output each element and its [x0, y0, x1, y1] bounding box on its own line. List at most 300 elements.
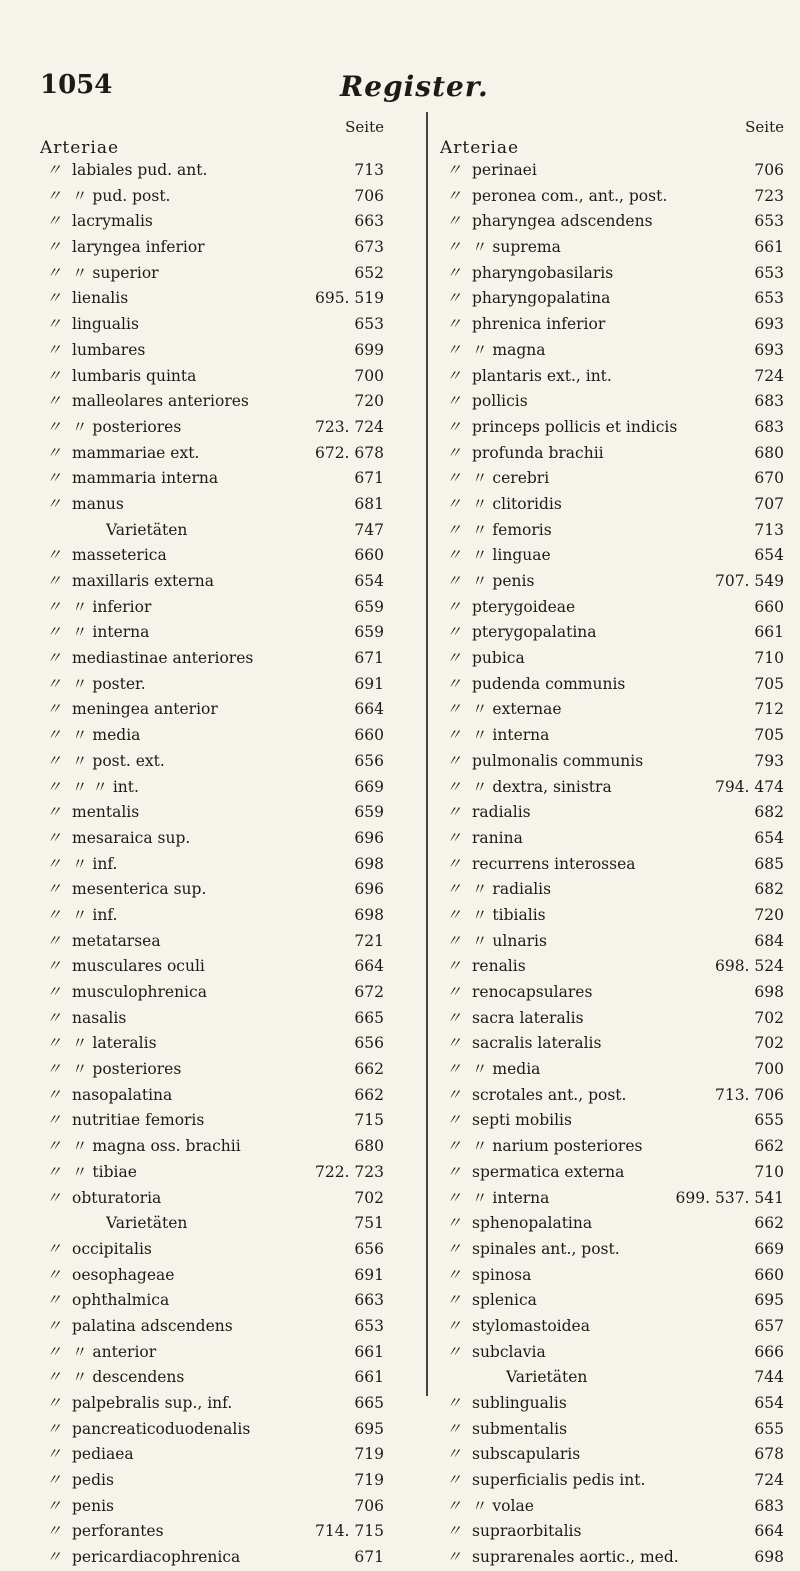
index-entry [440, 158, 790, 184]
ditto-mark: 〃 [46, 186, 62, 205]
entry-term: Varietäten [106, 1214, 188, 1233]
index-entry [40, 441, 390, 467]
ditto-mark: 〃 [46, 1368, 62, 1387]
entry-term: 〃 dextra, sinistra [472, 777, 612, 796]
entry-term: 〃 tibialis [472, 905, 546, 924]
index-entry [440, 1519, 790, 1545]
index-entry [440, 1006, 790, 1032]
index-entry [40, 389, 390, 415]
entry-term: renalis [472, 957, 526, 976]
ditto-mark: 〃 [446, 1188, 462, 1207]
index-entry [40, 235, 390, 261]
entry-page-ref: 720 [354, 392, 384, 411]
ditto-mark: 〃 [446, 597, 462, 616]
index-entry [40, 697, 390, 723]
index-entry [40, 1083, 390, 1109]
entry-term: obturatoria [72, 1188, 162, 1207]
ditto-mark: 〃 [46, 315, 62, 334]
index-entry [40, 158, 390, 184]
ditto-mark: 〃 [46, 1085, 62, 1104]
index-entry [40, 492, 390, 518]
index-entry [40, 1391, 390, 1417]
index-entry [40, 286, 390, 312]
ditto-mark: 〃 [46, 1496, 62, 1515]
entry-term: pharyngobasilaris [472, 263, 614, 282]
index-entry [440, 1365, 790, 1391]
entry-term: musculares oculi [72, 957, 205, 976]
entry-term: lingualis [72, 315, 139, 334]
ditto-mark: 〃 [446, 1008, 462, 1027]
entry-page-ref: 683 [754, 1496, 784, 1515]
entry-page-ref: 706 [354, 1496, 384, 1515]
index-entry [440, 1314, 790, 1340]
index-entry [440, 1340, 790, 1366]
entry-page-ref: 666 [754, 1342, 784, 1361]
entry-page-ref: 710 [754, 649, 784, 668]
entry-page-ref: 662 [754, 1214, 784, 1233]
entry-page-ref: 695 [354, 1419, 384, 1438]
ditto-mark: 〃 [46, 443, 62, 462]
entry-page-ref: 671 [354, 1548, 384, 1567]
entry-page-ref: 653 [754, 263, 784, 282]
entry-term: lacrymalis [72, 212, 153, 231]
entry-page-ref: 663 [354, 1291, 384, 1310]
index-entry [440, 723, 790, 749]
entry-term: lumbaris quinta [72, 366, 197, 385]
entry-term: pudenda communis [472, 674, 626, 693]
entry-term: sphenopalatina [472, 1214, 593, 1233]
entry-term: 〃 clitoridis [472, 494, 562, 513]
index-entry [440, 184, 790, 210]
index-entry [440, 980, 790, 1006]
index-entry [40, 646, 390, 672]
entry-term: 〃 volae [472, 1496, 534, 1515]
entry-term: mesaraica sup. [72, 828, 191, 847]
index-entry [440, 1494, 790, 1520]
entry-term: plantaris ext., int. [472, 366, 612, 385]
entry-term: 〃 narium posteriores [472, 1137, 643, 1156]
ditto-mark: 〃 [446, 289, 462, 308]
entry-term: nutritiae femoris [72, 1111, 205, 1130]
entry-term: 〃 suprema [472, 238, 561, 257]
entry-page-ref: 714. 715 [314, 1522, 384, 1541]
ditto-mark: 〃 [446, 1137, 462, 1156]
entry-term: pharyngopalatina [472, 289, 611, 308]
ditto-mark: 〃 [46, 212, 62, 231]
ditto-mark: 〃 [46, 726, 62, 745]
ditto-mark: 〃 [46, 1034, 62, 1053]
ditto-mark: 〃 [446, 649, 462, 668]
index-entry [440, 800, 790, 826]
ditto-mark: 〃 [446, 1291, 462, 1310]
entry-term: septi mobilis [472, 1111, 572, 1130]
entry-page-ref: 719 [354, 1471, 384, 1490]
ditto-mark: 〃 [46, 674, 62, 693]
index-entry [40, 620, 390, 646]
entry-term: 〃 radialis [472, 880, 552, 899]
entry-term: occipitalis [72, 1239, 152, 1258]
entry-term: ophthalmica [72, 1291, 170, 1310]
entry-term: pharyngea adscendens [472, 212, 653, 231]
entry-term: masseterica [72, 546, 167, 565]
entry-page-ref: 654 [754, 1394, 784, 1412]
index-entry [440, 1083, 790, 1109]
right-column [440, 118, 790, 1571]
ditto-mark: 〃 [46, 1060, 62, 1079]
entry-term: recurrens interossea [472, 854, 636, 873]
entry-page-ref: 794. 474 [714, 777, 784, 796]
index-entry [40, 1006, 390, 1032]
ditto-mark: 〃 [46, 700, 62, 719]
entry-term: 〃 pud. post. [72, 186, 171, 205]
ditto-mark: 〃 [446, 1162, 462, 1181]
index-entry [440, 364, 790, 390]
entry-page-ref: 683 [754, 392, 784, 411]
entry-page-ref: 656 [354, 1239, 384, 1258]
entry-page-ref: 691 [354, 1265, 384, 1284]
entry-page-ref: 698 [354, 854, 384, 873]
ditto-mark: 〃 [46, 1188, 62, 1207]
ditto-mark: 〃 [446, 520, 462, 539]
entry-page-ref: 706 [754, 161, 784, 179]
entry-page-ref: 751 [354, 1214, 384, 1233]
entry-page-ref: 723. 724 [314, 417, 384, 436]
ditto-mark: 〃 [46, 1342, 62, 1361]
entry-page-ref: 695. 519 [314, 289, 384, 308]
ditto-mark: 〃 [46, 1419, 62, 1438]
entry-page-ref: 744 [754, 1368, 784, 1387]
ditto-mark: 〃 [446, 777, 462, 796]
index-entry [440, 466, 790, 492]
entry-page-ref: 696 [354, 828, 384, 847]
entry-page-ref: 700 [754, 1060, 784, 1079]
index-entry [440, 595, 790, 621]
ditto-mark: 〃 [46, 392, 62, 411]
ditto-mark: 〃 [46, 1471, 62, 1490]
entry-term: sacra lateralis [472, 1008, 584, 1027]
entry-term: 〃 anterior [72, 1342, 157, 1361]
index-entry [40, 595, 390, 621]
index-entry [40, 877, 390, 903]
ditto-mark: 〃 [446, 263, 462, 282]
index-entry [440, 1057, 790, 1083]
index-entry [40, 1186, 390, 1212]
index-entry [440, 389, 790, 415]
entry-term: lienalis [72, 289, 129, 308]
ditto-mark: 〃 [446, 1445, 462, 1464]
index-entry [440, 1263, 790, 1289]
entry-page-ref: 653 [354, 1316, 384, 1335]
ditto-mark: 〃 [46, 469, 62, 488]
entry-term: musculophrenica [72, 983, 207, 1001]
index-entry [440, 1031, 790, 1057]
entry-page-ref: 715 [354, 1111, 384, 1130]
ditto-mark: 〃 [46, 777, 62, 796]
entry-page-ref: 680 [354, 1137, 384, 1156]
ditto-mark: 〃 [446, 1342, 462, 1361]
entry-term: 〃 lateralis [72, 1034, 157, 1053]
entry-page-ref: 653 [754, 212, 784, 231]
ditto-mark: 〃 [46, 828, 62, 847]
entry-page-ref: 702 [754, 1034, 784, 1053]
left-column [40, 118, 390, 1571]
index-entry [40, 1314, 390, 1340]
ditto-mark: 〃 [446, 340, 462, 359]
entry-term: submentalis [472, 1419, 568, 1438]
ditto-mark: 〃 [446, 726, 462, 745]
entry-term: mesenterica sup. [72, 880, 207, 899]
ditto-mark: 〃 [446, 1394, 462, 1412]
ditto-mark: 〃 [446, 1419, 462, 1438]
ditto-mark: 〃 [46, 572, 62, 590]
ditto-mark: 〃 [446, 1085, 462, 1104]
ditto-mark: 〃 [446, 880, 462, 899]
ditto-mark: 〃 [46, 340, 62, 359]
ditto-mark: 〃 [446, 238, 462, 257]
ditto-mark: 〃 [46, 1316, 62, 1335]
index-entry [40, 518, 390, 544]
index-entry [40, 569, 390, 595]
entry-page-ref: 662 [354, 1060, 384, 1079]
entry-page-ref: 664 [754, 1522, 784, 1541]
entry-page-ref: 655 [754, 1419, 784, 1438]
ditto-mark: 〃 [46, 931, 62, 950]
group-heading: Arteriae [440, 138, 520, 158]
ditto-mark: 〃 [46, 238, 62, 257]
entry-term: mediastinae anteriores [72, 649, 254, 668]
entry-term: suprarenales aortic., med. [472, 1548, 679, 1567]
entry-term: perforantes [72, 1522, 164, 1541]
index-entry [40, 1494, 390, 1520]
ditto-mark: 〃 [446, 186, 462, 205]
entry-term: 〃 posteriores [72, 417, 182, 436]
ditto-mark: 〃 [46, 854, 62, 873]
entry-page-ref: 660 [754, 1265, 784, 1284]
entry-term: profunda brachii [472, 443, 604, 462]
ditto-mark: 〃 [446, 161, 462, 179]
entry-term: 〃 inferior [72, 597, 152, 616]
entry-page-ref: 659 [354, 803, 384, 822]
ditto-mark: 〃 [46, 623, 62, 642]
index-entry [440, 646, 790, 672]
ditto-mark: 〃 [446, 1060, 462, 1079]
entry-page-ref: 670 [754, 469, 784, 488]
index-entry [440, 441, 790, 467]
entry-term: 〃 interna [472, 1188, 550, 1207]
entry-term: 〃 poster. [72, 674, 146, 693]
index-entry [440, 415, 790, 441]
entry-page-ref: 705 [754, 674, 784, 693]
entry-page-ref: 724 [754, 366, 784, 385]
entry-term: renocapsulares [472, 983, 593, 1001]
entry-page-ref: 747 [354, 520, 384, 539]
ditto-mark: 〃 [46, 803, 62, 822]
index-entry [40, 672, 390, 698]
entry-page-ref: 662 [354, 1085, 384, 1104]
entry-term: phrenica inferior [472, 315, 606, 334]
entry-page-ref: 713 [354, 161, 384, 179]
entry-page-ref: 662 [754, 1137, 784, 1156]
ditto-mark: 〃 [46, 1394, 62, 1412]
index-entry [440, 877, 790, 903]
index-entry [40, 364, 390, 390]
entry-page-ref: 661 [354, 1342, 384, 1361]
entry-page-ref: 705 [754, 726, 784, 745]
entry-page-ref: 656 [354, 1034, 384, 1053]
ditto-mark: 〃 [446, 1316, 462, 1335]
ditto-mark: 〃 [446, 854, 462, 873]
ditto-mark: 〃 [446, 1522, 462, 1541]
ditto-mark: 〃 [446, 700, 462, 719]
ditto-mark: 〃 [446, 983, 462, 1001]
ditto-mark: 〃 [446, 905, 462, 924]
index-entry [440, 543, 790, 569]
index-entry [40, 723, 390, 749]
entry-page-ref: 724 [754, 1471, 784, 1490]
ditto-mark: 〃 [46, 1239, 62, 1258]
entry-page-ref: 659 [354, 623, 384, 642]
index-entry [40, 1417, 390, 1443]
entry-term: 〃 〃 int. [72, 777, 139, 796]
entry-term: 〃 inf. [72, 905, 118, 924]
entry-page-ref: 712 [754, 700, 784, 719]
ditto-mark: 〃 [46, 546, 62, 565]
ditto-mark: 〃 [446, 1034, 462, 1053]
entry-term: subclavia [472, 1342, 546, 1361]
entry-term: pedis [72, 1471, 114, 1490]
entry-term: pulmonalis communis [472, 751, 644, 770]
entry-page-ref: 653 [354, 315, 384, 334]
ditto-mark: 〃 [446, 546, 462, 565]
entry-page-ref: 683 [754, 417, 784, 436]
entry-term: pterygopalatina [472, 623, 597, 642]
entry-term: radialis [472, 803, 531, 822]
index-entry [40, 1108, 390, 1134]
ditto-mark: 〃 [46, 905, 62, 924]
entry-term: mammaria interna [72, 469, 219, 488]
entry-page-ref: 698 [754, 1548, 784, 1567]
entry-page-ref: 652 [354, 263, 384, 282]
entry-page-ref: 698. 524 [714, 957, 784, 976]
ditto-mark: 〃 [446, 1265, 462, 1284]
index-entry [440, 1211, 790, 1237]
index-entry [40, 543, 390, 569]
ditto-mark: 〃 [46, 366, 62, 385]
index-entry [40, 929, 390, 955]
entry-page-ref: 698 [354, 905, 384, 924]
index-entry [40, 852, 390, 878]
entry-page-ref: 665 [354, 1008, 384, 1027]
entry-term: 〃 femoris [472, 520, 552, 539]
index-entry [440, 492, 790, 518]
index-entry [40, 1442, 390, 1468]
index-entry [40, 775, 390, 801]
entry-term: 〃 inf. [72, 854, 118, 873]
entry-term: spermatica externa [472, 1162, 625, 1181]
entry-term: manus [72, 494, 124, 513]
index-entry [440, 775, 790, 801]
ditto-mark: 〃 [446, 212, 462, 231]
ditto-mark: 〃 [46, 417, 62, 436]
index-entry [440, 1108, 790, 1134]
ditto-mark: 〃 [46, 289, 62, 308]
entry-term: 〃 penis [472, 572, 535, 590]
entry-page-ref: 663 [354, 212, 384, 231]
entry-page-ref: 706 [354, 186, 384, 205]
index-entry [440, 235, 790, 261]
entry-page-ref: 654 [754, 546, 784, 565]
entry-term: laryngea inferior [72, 238, 205, 257]
entry-term: supraorbitalis [472, 1522, 582, 1541]
ditto-mark: 〃 [446, 623, 462, 642]
entry-term: 〃 post. ext. [72, 751, 165, 770]
index-entry [40, 1057, 390, 1083]
entry-term: Varietäten [506, 1368, 588, 1387]
ditto-mark: 〃 [46, 1291, 62, 1310]
index-entry [40, 1031, 390, 1057]
entry-page-ref: 685 [754, 854, 784, 873]
ditto-mark: 〃 [446, 1111, 462, 1130]
index-entry [440, 929, 790, 955]
index-entry [40, 209, 390, 235]
entry-term: 〃 ulnaris [472, 931, 547, 950]
entry-term: 〃 interna [72, 623, 150, 642]
ditto-mark: 〃 [446, 417, 462, 436]
entry-page-ref: 654 [754, 828, 784, 847]
index-entry [40, 415, 390, 441]
index-entry [40, 1134, 390, 1160]
entry-term: subscapularis [472, 1445, 581, 1464]
entry-list [40, 158, 390, 1571]
entry-page-ref: 723 [754, 186, 784, 205]
ditto-mark: 〃 [446, 828, 462, 847]
index-entry [440, 338, 790, 364]
entry-term: princeps pollicis et indicis [472, 417, 678, 436]
entry-term: pediaea [72, 1445, 134, 1464]
entry-term: maxillaris externa [72, 572, 214, 590]
group-heading: Arteriae [40, 138, 120, 158]
entry-page-ref: 722. 723 [314, 1162, 384, 1181]
entry-page-ref: 691 [354, 674, 384, 693]
entry-page-ref: 702 [354, 1188, 384, 1207]
entry-term: 〃 externae [472, 700, 562, 719]
entry-term: 〃 posteriores [72, 1060, 182, 1079]
ditto-mark: 〃 [446, 443, 462, 462]
ditto-mark: 〃 [446, 1239, 462, 1258]
entry-term: pubica [472, 649, 525, 668]
index-entry [40, 184, 390, 210]
ditto-mark: 〃 [46, 263, 62, 282]
page-header [40, 70, 760, 110]
ditto-mark: 〃 [446, 803, 462, 822]
index-entry [40, 1468, 390, 1494]
index-entry [40, 1365, 390, 1391]
ditto-mark: 〃 [46, 880, 62, 899]
entry-page-ref: 672 [354, 983, 384, 1001]
index-entry [40, 1545, 390, 1571]
entry-page-ref: 661 [754, 623, 784, 642]
entry-term: meningea anterior [72, 700, 218, 719]
entry-page-ref: 693 [754, 340, 784, 359]
entry-page-ref: 678 [754, 1445, 784, 1464]
ditto-mark: 〃 [46, 1008, 62, 1027]
entry-term: labiales pud. ant. [72, 161, 208, 179]
ditto-mark: 〃 [46, 1137, 62, 1156]
index-entry [440, 1442, 790, 1468]
entry-page-ref: 671 [354, 469, 384, 488]
entry-page-ref: 661 [754, 238, 784, 257]
index-entry [40, 338, 390, 364]
